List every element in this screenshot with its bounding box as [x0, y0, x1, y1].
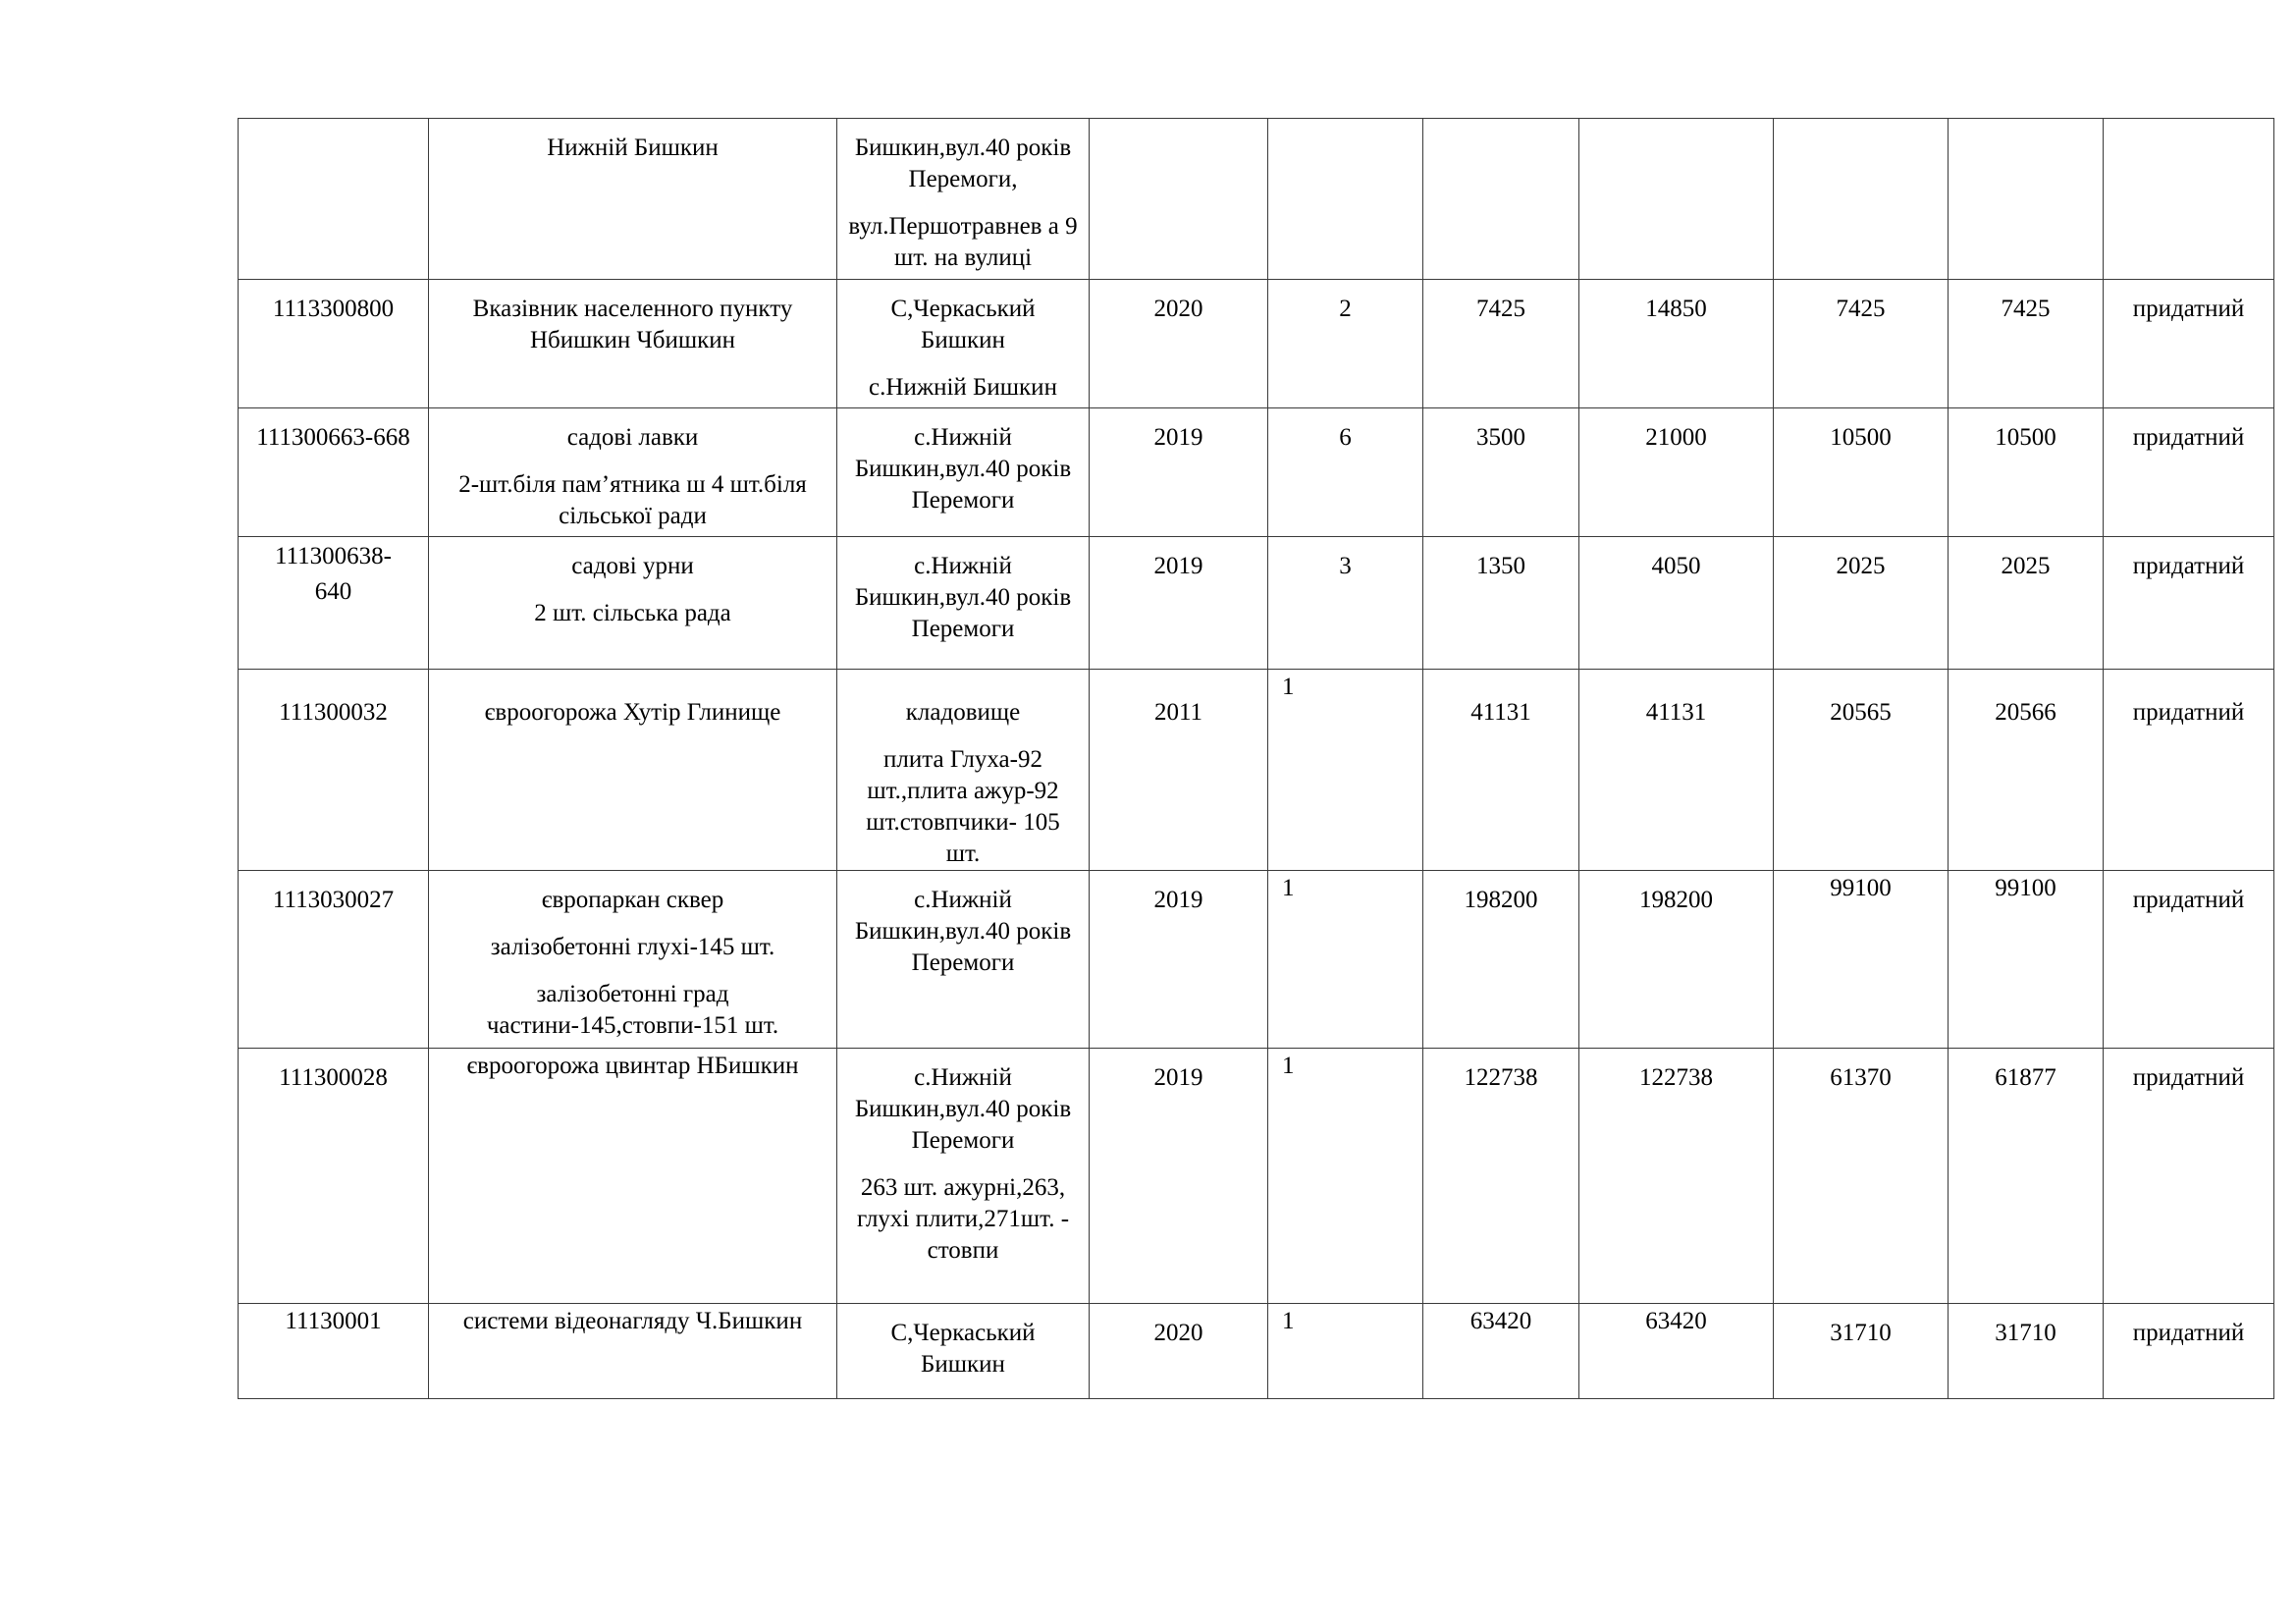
wear-cell — [1774, 119, 1949, 280]
year-cell: 2011 — [1090, 670, 1268, 871]
year-cell: 2020 — [1090, 280, 1268, 408]
item-name-cell: садові урни 2 шт. сільська рада — [429, 537, 837, 670]
residual-cell: 99100 — [1949, 871, 2104, 1049]
item-name-cell: Вказівник населенного пункту Нбишкин Чбишкин — [429, 280, 837, 408]
table-row — [239, 1049, 2274, 1304]
unit-price-cell: 1350 — [1423, 537, 1579, 670]
item-name-cell: садові лавки 2-шт.біля пам’ятника ш 4 шт.біля сільської ради — [429, 408, 837, 537]
location-cell: с.Нижній Бишкин,вул.40 років Перемоги — [837, 408, 1090, 537]
inventory-code-cell: 111300663-668 — [239, 408, 429, 537]
residual-cell: 61877 — [1949, 1049, 2104, 1304]
location-cell: С,Черкаський Бишкин с.Нижній Бишкин — [837, 280, 1090, 408]
table-row — [239, 537, 2274, 670]
wear-cell: 20565 — [1774, 670, 1949, 871]
quantity-cell — [1268, 119, 1423, 280]
inventory-code-cell: 111300028 — [239, 1049, 429, 1304]
residual-cell: 31710 — [1949, 1304, 2104, 1399]
unit-price-cell: 3500 — [1423, 408, 1579, 537]
location-cell: с.Нижній Бишкин,вул.40 років Перемоги — [837, 537, 1090, 670]
table-row — [239, 1304, 2274, 1399]
inventory-code-cell: 1113300800 — [239, 280, 429, 408]
year-cell: 2019 — [1090, 537, 1268, 670]
table-row — [239, 280, 2274, 408]
item-name-cell: євроогорожа цвинтар НБишкин — [429, 1049, 837, 1304]
residual-cell: 7425 — [1949, 280, 2104, 408]
state-cell: придатний — [2104, 408, 2274, 537]
residual-cell: 10500 — [1949, 408, 2104, 537]
total-cell: 41131 — [1579, 670, 1774, 871]
total-cell: 198200 — [1579, 871, 1774, 1049]
location-cell: с.Нижній Бишкин,вул.40 років Перемоги 263 шт. ажурні,263, глухі плити,271шт. - стовпи — [837, 1049, 1090, 1304]
quantity-cell: 1 — [1268, 871, 1423, 1049]
location-cell: Бишкин,вул.40 років Перемоги, вул.Першотравнев а 9 шт. на вулиці — [837, 119, 1090, 280]
inventory-code-cell: 111300032 — [239, 670, 429, 871]
quantity-cell: 3 — [1268, 537, 1423, 670]
inventory-code-cell: 1113030027 — [239, 871, 429, 1049]
total-cell: 122738 — [1579, 1049, 1774, 1304]
total-cell — [1579, 119, 1774, 280]
unit-price-cell: 122738 — [1423, 1049, 1579, 1304]
unit-price-cell: 41131 — [1423, 670, 1579, 871]
table-row — [239, 670, 2274, 871]
total-cell: 14850 — [1579, 280, 1774, 408]
quantity-cell: 1 — [1268, 670, 1423, 871]
inventory-table — [238, 118, 2274, 1399]
quantity-cell: 6 — [1268, 408, 1423, 537]
year-cell: 2019 — [1090, 1049, 1268, 1304]
wear-cell: 7425 — [1774, 280, 1949, 408]
wear-cell: 61370 — [1774, 1049, 1949, 1304]
location-cell: С,Черкаський Бишкин — [837, 1304, 1090, 1399]
state-cell: придатний — [2104, 1049, 2274, 1304]
item-name-cell: європаркан сквер залізобетонні глухі-145 шт. залізобетонні град частини-145,стовпи-151 шт. — [429, 871, 837, 1049]
state-cell: придатний — [2104, 537, 2274, 670]
state-cell: придатний — [2104, 1304, 2274, 1399]
residual-cell: 2025 — [1949, 537, 2104, 670]
quantity-cell: 1 — [1268, 1049, 1423, 1304]
state-cell — [2104, 119, 2274, 280]
total-cell: 21000 — [1579, 408, 1774, 537]
item-name-cell: євроогорожа Хутір Глинище — [429, 670, 837, 871]
location-cell: кладовище плита Глуха-92 шт.,плита ажур-92 шт.стовпчики- 105 шт. — [837, 670, 1090, 871]
total-cell: 63420 — [1579, 1304, 1774, 1399]
residual-cell: 20566 — [1949, 670, 2104, 871]
quantity-cell: 2 — [1268, 280, 1423, 408]
wear-cell: 99100 — [1774, 871, 1949, 1049]
inventory-code-cell: 111300638-640 — [239, 537, 429, 670]
year-cell: 2019 — [1090, 408, 1268, 537]
quantity-cell: 1 — [1268, 1304, 1423, 1399]
unit-price-cell: 7425 — [1423, 280, 1579, 408]
wear-cell: 31710 — [1774, 1304, 1949, 1399]
location-cell: с.Нижній Бишкин,вул.40 років Перемоги — [837, 871, 1090, 1049]
table-row — [239, 408, 2274, 537]
state-cell: придатний — [2104, 871, 2274, 1049]
wear-cell: 2025 — [1774, 537, 1949, 670]
inventory-code-cell: 11130001 — [239, 1304, 429, 1399]
unit-price-cell: 63420 — [1423, 1304, 1579, 1399]
table-row — [239, 119, 2274, 280]
inventory-code-cell — [239, 119, 429, 280]
state-cell: придатний — [2104, 670, 2274, 871]
table-row — [239, 871, 2274, 1049]
wear-cell: 10500 — [1774, 408, 1949, 537]
year-cell: 2020 — [1090, 1304, 1268, 1399]
state-cell: придатний — [2104, 280, 2274, 408]
year-cell — [1090, 119, 1268, 280]
residual-cell — [1949, 119, 2104, 280]
unit-price-cell: 198200 — [1423, 871, 1579, 1049]
unit-price-cell — [1423, 119, 1579, 280]
total-cell: 4050 — [1579, 537, 1774, 670]
year-cell: 2019 — [1090, 871, 1268, 1049]
item-name-cell: системи відеонагляду Ч.Бишкин — [429, 1304, 837, 1399]
item-name-cell: Нижній Бишкин — [429, 119, 837, 280]
